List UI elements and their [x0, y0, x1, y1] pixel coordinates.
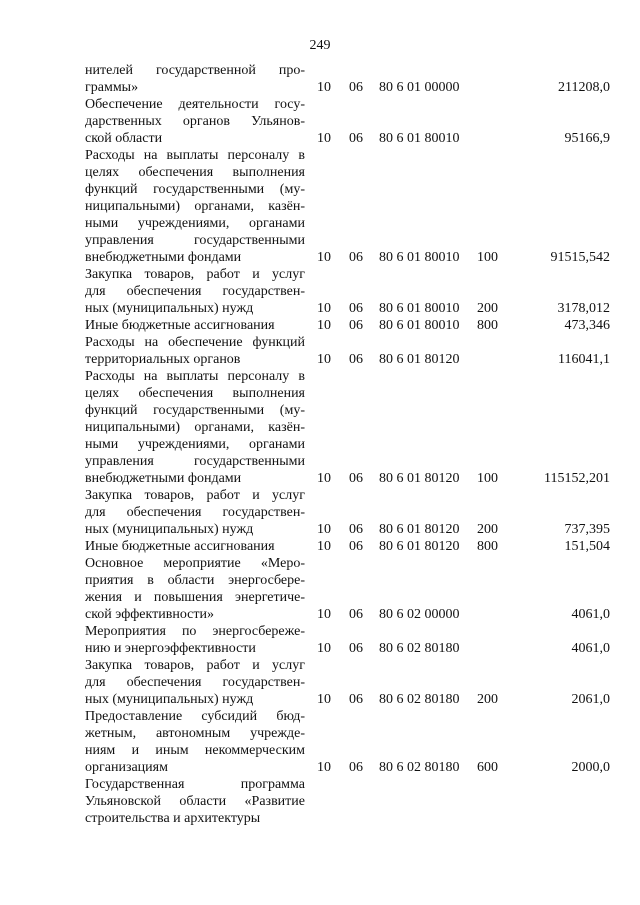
subsection-code: 06	[349, 352, 363, 367]
table-row	[85, 657, 615, 708]
section-code: 10	[317, 471, 331, 486]
target-article-code: 80 6 02 80180	[379, 760, 460, 775]
target-article-code: 80 6 01 80120	[379, 471, 460, 486]
page-number: 249	[309, 38, 331, 53]
section-code: 10	[317, 692, 331, 707]
description-line: управления государственными	[85, 454, 305, 469]
description-line: ниципальными) органами, казён-	[85, 199, 305, 214]
section-code: 10	[317, 641, 331, 656]
section-code: 10	[317, 318, 331, 333]
table-row	[85, 487, 615, 538]
amount-value: 2000,0	[571, 760, 610, 775]
description-line: Предоставление субсидий бюд-	[85, 709, 305, 724]
table-row	[85, 266, 615, 317]
description-line: Закупка товаров, работ и услуг	[85, 488, 305, 503]
description-line: функций государственными (му-	[85, 403, 305, 418]
row-description	[85, 147, 305, 266]
table-row	[85, 538, 615, 555]
description-line: ными учреждениями, органами	[85, 437, 305, 452]
description-line: Закупка товаров, работ и услуг	[85, 658, 305, 673]
budget-table	[85, 62, 615, 827]
description-line: ской эффективности»	[85, 607, 215, 622]
amount-value: 473,346	[564, 318, 610, 333]
description-line: Иные бюджетные ассигнования	[85, 539, 275, 554]
row-description	[85, 334, 305, 368]
table-row	[85, 776, 615, 827]
amount-value: 4061,0	[571, 607, 610, 622]
subsection-code: 06	[349, 471, 363, 486]
description-line: строительства и архитектуры	[85, 811, 261, 826]
target-article-code: 80 6 01 80010	[379, 131, 460, 146]
target-article-code: 80 6 02 80180	[379, 641, 460, 656]
expense-type-code: 200	[477, 692, 498, 707]
description-line: граммы»	[85, 80, 139, 95]
table-row	[85, 368, 615, 487]
table-row	[85, 623, 615, 657]
subsection-code: 06	[349, 80, 363, 95]
subsection-code: 06	[349, 522, 363, 537]
amount-value: 115152,201	[544, 471, 610, 486]
description-line: приятия в области энергосбере-	[85, 573, 305, 588]
table-row	[85, 62, 615, 96]
description-line: ными учреждениями, органами	[85, 216, 305, 231]
subsection-code: 06	[349, 539, 363, 554]
section-code: 10	[317, 760, 331, 775]
description-line: для обеспечения государствен-	[85, 675, 305, 690]
subsection-code: 06	[349, 318, 363, 333]
target-article-code: 80 6 02 00000	[379, 607, 460, 622]
amount-value: 95166,9	[564, 131, 610, 146]
description-line: ных (муниципальных) нужд	[85, 692, 254, 707]
description-line: жетным, автономным учрежде-	[85, 726, 305, 741]
description-line: для обеспечения государствен-	[85, 505, 305, 520]
subsection-code: 06	[349, 301, 363, 316]
description-line: внебюджетными фондами	[85, 471, 242, 486]
amount-value: 116041,1	[558, 352, 610, 367]
expense-type-code: 200	[477, 301, 498, 316]
row-description	[85, 317, 305, 334]
description-line: нителей государственной про-	[85, 63, 305, 78]
expense-type-code: 100	[477, 471, 498, 486]
description-line: Основное мероприятие «Меро-	[85, 556, 305, 571]
description-line: Закупка товаров, работ и услуг	[85, 267, 305, 282]
description-line: ской области	[85, 131, 163, 146]
amount-value: 91515,542	[550, 250, 610, 265]
description-line: Обеспечение деятельности госу-	[85, 97, 305, 112]
row-description	[85, 555, 305, 623]
description-line: для обеспечения государствен-	[85, 284, 305, 299]
amount-value: 151,504	[564, 539, 610, 554]
section-code: 10	[317, 607, 331, 622]
description-line: целях обеспечения выполнения	[85, 386, 305, 401]
section-code: 10	[317, 250, 331, 265]
target-article-code: 80 6 02 80180	[379, 692, 460, 707]
amount-value: 737,395	[564, 522, 610, 537]
row-description	[85, 538, 305, 555]
target-article-code: 80 6 01 80010	[379, 318, 460, 333]
description-line: ниципальными) органами, казён-	[85, 420, 305, 435]
description-line: Расходы на выплаты персоналу в	[85, 148, 305, 163]
section-code: 10	[317, 522, 331, 537]
description-line: Ульяновской области «Развитие	[85, 794, 305, 809]
expense-type-code: 800	[477, 539, 498, 554]
description-line: территориальных органов	[85, 352, 241, 367]
description-line: организациям	[85, 760, 168, 775]
target-article-code: 80 6 01 80120	[379, 539, 460, 554]
row-description	[85, 776, 305, 827]
description-line: Иные бюджетные ассигнования	[85, 318, 275, 333]
description-line: Мероприятия по энергосбереже-	[85, 624, 305, 639]
description-line: ных (муниципальных) нужд	[85, 522, 254, 537]
section-code: 10	[317, 539, 331, 554]
expense-type-code: 600	[477, 760, 498, 775]
table-row	[85, 147, 615, 266]
amount-value: 4061,0	[571, 641, 610, 656]
expense-type-code: 100	[477, 250, 498, 265]
table-row	[85, 96, 615, 147]
subsection-code: 06	[349, 131, 363, 146]
subsection-code: 06	[349, 641, 363, 656]
section-code: 10	[317, 352, 331, 367]
description-line: управления государственными	[85, 233, 305, 248]
subsection-code: 06	[349, 760, 363, 775]
description-line: ных (муниципальных) нужд	[85, 301, 254, 316]
section-code: 10	[317, 80, 331, 95]
description-line: целях обеспечения выполнения	[85, 165, 305, 180]
section-code: 10	[317, 131, 331, 146]
amount-value: 211208,0	[558, 80, 610, 95]
description-line: ниям и иным некоммерческим	[85, 743, 305, 758]
row-description	[85, 487, 305, 538]
amount-value: 3178,012	[557, 301, 610, 316]
description-line: внебюджетными фондами	[85, 250, 242, 265]
row-description	[85, 623, 305, 657]
target-article-code: 80 6 01 80010	[379, 250, 460, 265]
target-article-code: 80 6 01 00000	[379, 80, 460, 95]
row-description	[85, 657, 305, 708]
row-description	[85, 266, 305, 317]
table-row	[85, 708, 615, 776]
description-line: дарственных органов Ульянов-	[85, 114, 305, 129]
expense-type-code: 800	[477, 318, 498, 333]
table-row	[85, 317, 615, 334]
description-line: Государственная программа	[85, 777, 305, 792]
target-article-code: 80 6 01 80120	[379, 522, 460, 537]
row-description	[85, 368, 305, 487]
target-article-code: 80 6 01 80010	[379, 301, 460, 316]
description-line: Расходы на обеспечение функций	[85, 335, 305, 350]
subsection-code: 06	[349, 692, 363, 707]
section-code: 10	[317, 301, 331, 316]
row-description	[85, 96, 305, 147]
target-article-code: 80 6 01 80120	[379, 352, 460, 367]
description-line: нию и энергоэффективности	[85, 641, 256, 656]
table-row	[85, 555, 615, 623]
amount-value: 2061,0	[571, 692, 610, 707]
row-description	[85, 62, 305, 96]
description-line: жения и повышения энергетиче-	[85, 590, 305, 605]
row-description	[85, 708, 305, 776]
expense-type-code: 200	[477, 522, 498, 537]
subsection-code: 06	[349, 250, 363, 265]
description-line: функций государственными (му-	[85, 182, 305, 197]
subsection-code: 06	[349, 607, 363, 622]
description-line: Расходы на выплаты персоналу в	[85, 369, 305, 384]
table-row	[85, 334, 615, 368]
